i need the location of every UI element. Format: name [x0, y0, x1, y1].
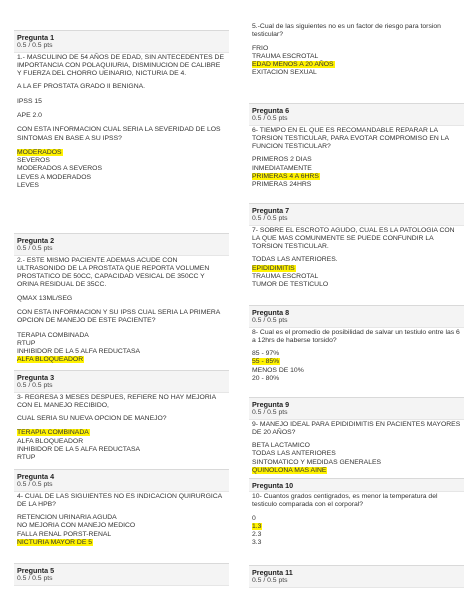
question-text: 5.-Cual de las siguientes no es un factor de riesgo para torsion testicular? [252, 23, 441, 39]
question-points: 0.5 / 0.5 pts [252, 409, 288, 416]
answer-option-label: 55 - 85% [252, 358, 280, 366]
question-title: Pregunta 11 [252, 568, 293, 577]
answer-options [249, 350, 464, 383]
question-title: Pregunta 4 [17, 472, 55, 481]
answer-option-label: EDAD MENOS A 20 AÑOS [252, 61, 334, 69]
question-title: Pregunta 10 [252, 481, 294, 490]
answer-option-label: SINTOMATICO Y MEDIDAS GENERALES [252, 458, 382, 466]
answer-option [252, 367, 461, 375]
question-title: Pregunta 6 [252, 106, 290, 115]
question-title: Pregunta 2 [17, 236, 55, 245]
question-block [14, 563, 229, 586]
answer-option [252, 165, 461, 173]
answer-option [252, 539, 461, 547]
answer-option [252, 450, 461, 458]
question-block [14, 469, 229, 547]
answer-option-label: LEVES [17, 182, 39, 190]
answer-option-label: PRIMERAS 24HRS [252, 181, 312, 189]
question-title: Pregunta 1 [17, 33, 55, 42]
answer-option-label: 85 - 97% [252, 350, 280, 358]
answer-option-label: TUMOR DE TESTICULO [252, 281, 329, 289]
question-points: 0.5 / 0.5 pts [252, 215, 288, 222]
question-title: Pregunta 8 [252, 308, 290, 317]
answer-option [252, 459, 461, 467]
question-header [249, 565, 464, 588]
answer-option-label: 2.3 [252, 531, 262, 539]
question-text: 4- CUAL DE LAS SIGUIENTES NO ES INDICACION QUIRURGICA DE LA HPB? [17, 492, 222, 508]
answer-option-label: INHIBIDOR DE LA 5 ALFA REDUCTASA [17, 445, 141, 453]
question-block [14, 370, 229, 463]
answer-options [249, 45, 464, 78]
answer-option [252, 69, 461, 77]
answer-option-selected [17, 149, 226, 157]
answer-option-selected [17, 539, 226, 547]
answer-option [17, 438, 226, 446]
answer-option-label: RTUP [17, 454, 36, 462]
answer-option [252, 53, 461, 61]
question-block [249, 22, 464, 78]
question-points: 0.5 / 0.5 pts [252, 577, 288, 584]
answer-option-selected [252, 523, 461, 531]
answer-option-label: ALFA BLOQUEADOR [17, 356, 84, 364]
answer-option [17, 514, 226, 522]
answer-option [252, 531, 461, 539]
question-block [249, 478, 464, 548]
answer-option-selected [252, 173, 461, 181]
question-paragraph: CON ESTA INFORMACION Y SU IPSS CUAL SERIA LA PRIMERA OPCION DE MANEJO DE ESTE PACIENTE? [17, 308, 220, 325]
question-title: Pregunta 3 [17, 373, 55, 382]
answer-option [17, 182, 226, 190]
question-header [14, 563, 229, 586]
question-title: Pregunta 5 [17, 566, 55, 575]
question-block [249, 103, 464, 190]
answer-option-label: LEVES A MODERADOS [17, 173, 92, 181]
question-text: 9- MANEJO IDEAL PARA EPIDIDIMITIS EN PACIENTES MAYORES DE 20 AÑOS? [252, 420, 461, 436]
answer-option-label: INMEDIATAMENTE [252, 164, 312, 172]
answer-option-selected [252, 358, 461, 366]
question-paragraph: CUAL SERIA SU NUEVA OPCION DE MANEJO? [17, 415, 167, 423]
answer-option-label: 20 - 80% [252, 374, 280, 382]
answer-option-label: TRAUMA ESCROTAL [252, 272, 319, 280]
answer-option-selected [17, 356, 226, 364]
answer-option [252, 45, 461, 53]
answer-option-label: 1.3 [252, 522, 262, 530]
answer-options [249, 156, 464, 189]
answer-options [14, 429, 229, 462]
question-text: 6- TIEMPO EN EL QUE ES RECOMANDABLE REPARAR LA TORSION TESTICULAR, PARA EVOTAR COMPROMISO EN LA FUNCION TESTICULAR? [252, 126, 449, 151]
answer-option-label: TERAPIA COMBINADA [17, 429, 89, 437]
answer-option-label: QUINOLONA MAS AINE [252, 466, 327, 474]
answer-option-label: PRIMEROS 2 DIAS [252, 156, 312, 164]
question-text: 7- SOBRE EL ESCROTO AGUDO, CUAL ES LA PATOLOGIA CON LA QUE MAS COMUNMENTE SE PUEDE CONFUNDIR LA TORSION TESTICULAR. [252, 226, 455, 251]
answer-option [252, 256, 461, 264]
question-header [249, 103, 464, 126]
question-header [249, 305, 464, 328]
answer-option-label: TODAS LAS ANTERIORES [252, 450, 336, 458]
answer-option-label: EXITACION SEXUAL [252, 69, 317, 77]
answer-option [252, 273, 461, 281]
question-points: 0.5 / 0.5 pts [17, 42, 53, 49]
question-points: 0.5 / 0.5 pts [17, 245, 53, 252]
answer-options [249, 256, 464, 289]
answer-option-label: BETA LACTAMICO [252, 442, 310, 450]
answer-option-label: TRAUMA ESCROTAL [252, 52, 319, 60]
answer-option [17, 348, 226, 356]
answer-option-label: MODERADOS A SEVEROS [17, 165, 102, 173]
answer-option [17, 454, 226, 462]
question-points: 0.5 / 0.5 pts [17, 575, 53, 582]
answer-option [252, 156, 461, 164]
question-text: 10- Cuantos grados centigrados, es menor la temperatura del testiculo comparada con el corporal? [252, 493, 438, 509]
answer-option [252, 281, 461, 289]
answer-option-label: RETENCION URINARIA AGUDA [17, 514, 117, 522]
answer-option-label: NICTURIA MAYOR DE 5 [17, 538, 93, 546]
question-points: 0.5 / 0.5 pts [252, 115, 288, 122]
question-header [14, 233, 229, 256]
answer-option-label: TODAS LAS ANTERIORES. [252, 256, 338, 264]
answer-option [17, 340, 226, 348]
answer-option-label: 3.3 [252, 539, 262, 547]
answer-option-label: EPIDIDIMITIS [252, 264, 295, 272]
answer-option-label: NO MEJORIA CON MANEJO MEDICO [17, 522, 136, 530]
question-block [249, 203, 464, 290]
answer-options [249, 515, 464, 548]
answer-option [252, 442, 461, 450]
question-title: Pregunta 7 [252, 206, 290, 215]
answer-options [249, 442, 464, 475]
answer-options [14, 149, 229, 190]
answer-option [252, 375, 461, 383]
question-paragraph: CON ESTA INFORMACION CUAL SERIA LA SEVERIDAD DE LOS SINTOMAS EN BASE A SU IPSS? [17, 126, 221, 142]
question-header [249, 478, 464, 492]
answer-option-label: TERAPIA COMBINADA [17, 331, 89, 339]
question-header [14, 370, 229, 393]
answer-option-label: ALFA BLOQUEADOR [17, 437, 84, 445]
answer-option [252, 515, 461, 523]
question-block [249, 305, 464, 383]
answer-option [17, 165, 226, 173]
question-header [14, 30, 229, 53]
answer-option-selected [252, 61, 461, 69]
question-title: Pregunta 9 [252, 400, 290, 409]
question-text: 1.- MASCULINO DE 54 AÑOS DE EDAD, SIN ANTECEDENTES DE IMPORTANCIA CON POLAQUIURIA, DISMINUCION DE CALIBRE Y FUERZA DEL CHORRO UEINARIO, NICTURIA DE 4. [17, 53, 224, 78]
question-header [14, 469, 229, 492]
question-block [249, 565, 464, 588]
question-paragraph: QMAX 13ML/SEG [17, 294, 73, 302]
answer-option-label: RTUP [17, 339, 36, 347]
answer-option-label: INHIBIDOR DE LA 5 ALFA REDUCTASA [17, 348, 141, 356]
answer-options [14, 332, 229, 365]
question-text: 8- Cual es el promedio de posibilidad de salvar un testiulo entre las 6 a 12hrs de haberse torsido? [252, 328, 460, 344]
question-text: 3- REGRESA 3 MESES DESPUES, REFIERE NO HAY MEJORIA CON EL MANEJO RECIBIDO, [17, 393, 216, 409]
question-paragraph: APE 2.0 [17, 111, 42, 119]
question-paragraph: IPSS 15 [17, 97, 42, 105]
answer-option-label: MENOS DE 10% [252, 366, 304, 374]
answer-option-label: 0 [252, 514, 256, 522]
answer-option [17, 332, 226, 340]
question-block [14, 30, 229, 190]
answer-option [17, 157, 226, 165]
question-points: 0.5 / 0.5 pts [17, 382, 53, 389]
answer-option-selected [252, 265, 461, 273]
question-points: 0.5 / 0.5 pts [252, 317, 288, 324]
answer-option-label: FRIO [252, 44, 269, 52]
answer-option-label: FALLA RENAL PORST-RENAL [17, 530, 112, 538]
answer-option [17, 174, 226, 182]
question-header [249, 203, 464, 226]
answer-option-label: SEVEROS [17, 157, 50, 165]
answer-option [17, 531, 226, 539]
question-points: 0.5 / 0.5 pts [17, 481, 53, 488]
question-block [14, 233, 229, 365]
answer-option-label: PRIMERAS 4 A 6HRS [252, 172, 319, 180]
answer-option [17, 522, 226, 530]
question-header [249, 397, 464, 420]
answer-options [14, 514, 229, 547]
answer-option [252, 350, 461, 358]
question-block [249, 397, 464, 475]
answer-option-selected [252, 467, 461, 475]
question-paragraph: A LA EF PROSTATA GRADO II BENIGNA. [17, 83, 146, 91]
question-text: 2.- ESTE MISMO PACIENTE ADEMAS ACUDE CON ULTRASONIDO DE LA PROSTATA QUE REPORTA VOLUMEN PROSTATICO DE 50CC, CAPACIDAD VESICAL DE 350CC Y ORINA RESIDUAL DE 35CC. [17, 256, 210, 289]
answer-option-selected [17, 429, 226, 437]
answer-option [17, 446, 226, 454]
answer-option [252, 181, 461, 189]
answer-option-label: MODERADOS [17, 148, 62, 156]
